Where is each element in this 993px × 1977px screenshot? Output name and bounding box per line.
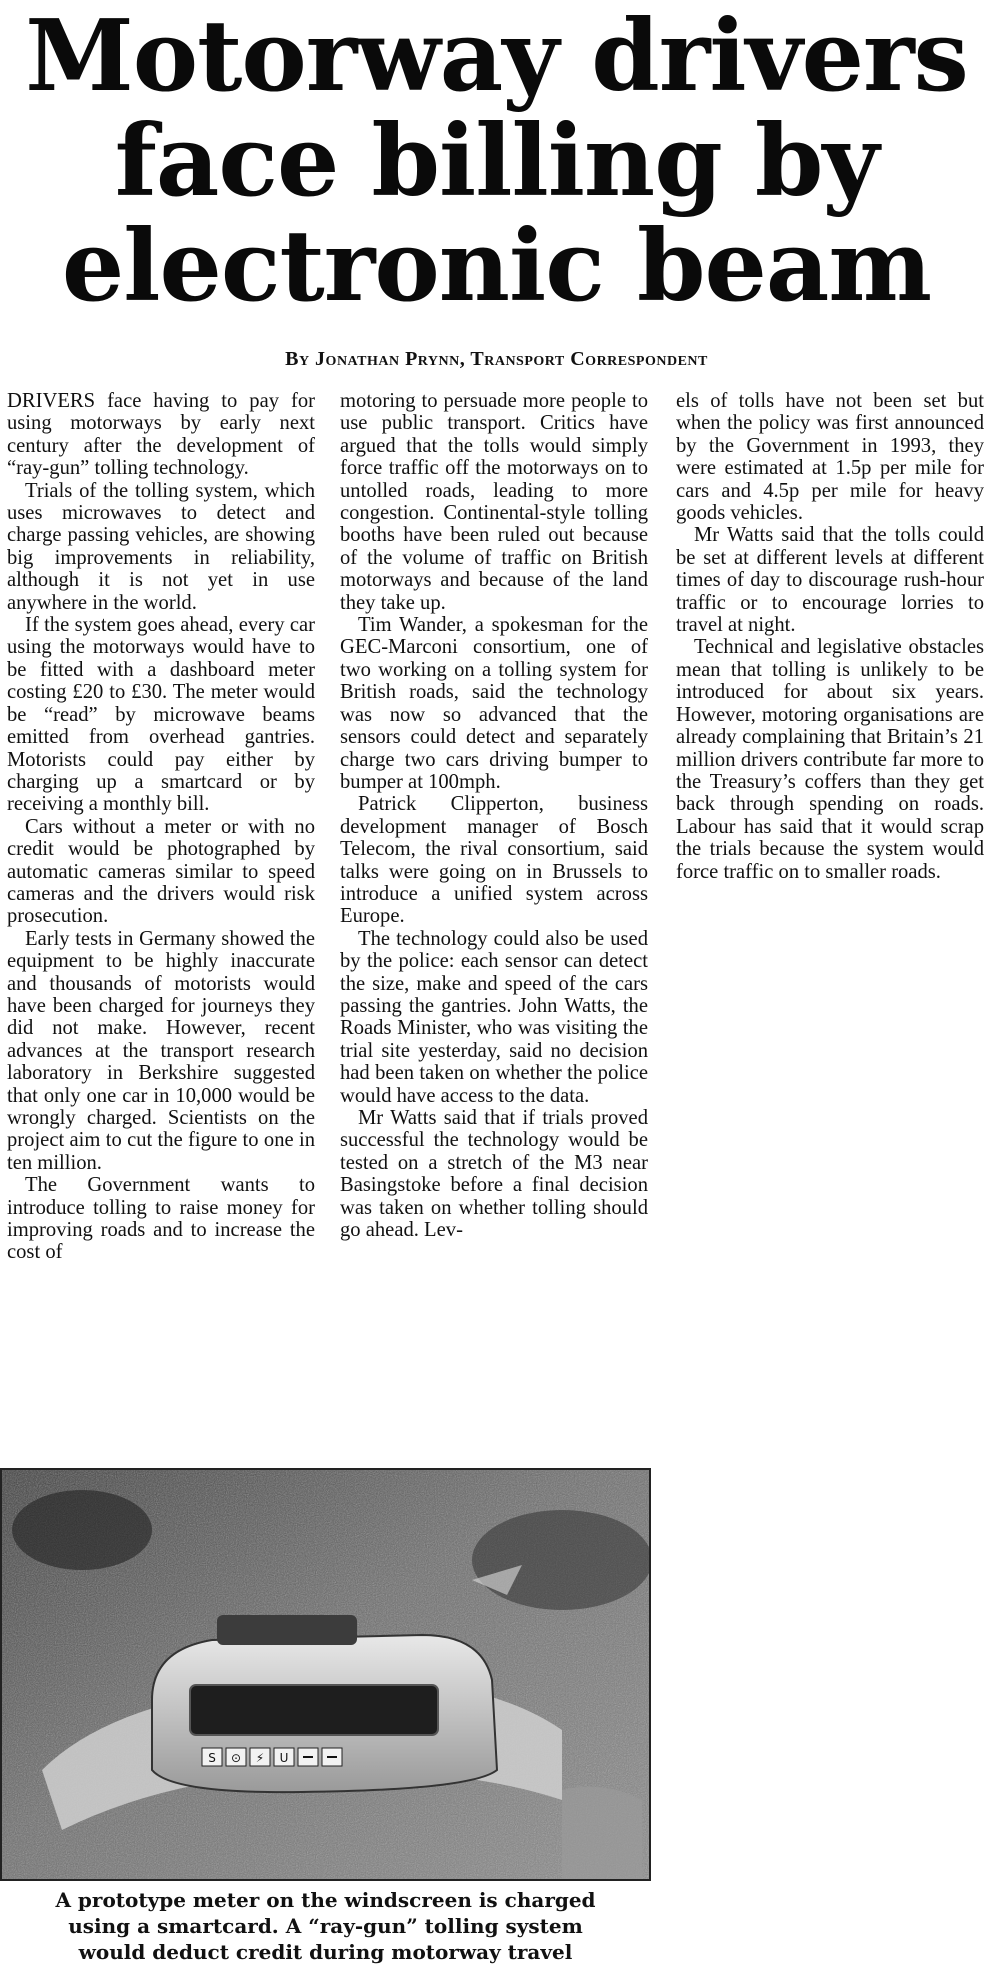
headline-line-2: face billing by: [114, 104, 879, 219]
paragraph: Trials of the tolling system, which uses microwaves to detect and charge passing vehicles, are showing big improvements in reliability, although it is not yet in use anywhere in the world.: [7, 479, 315, 614]
dark-patch: [472, 1510, 649, 1610]
paragraph: Mr Watts said that if trials proved successful the technology would be tested on a stretch of the M3 near Basingstoke before a final decision was taken on whether tolling should go ahead. Lev-: [340, 1107, 648, 1242]
paragraph: Tim Wander, a spokesman for the GEC-Marconi consortium, one of two working on a tolling system for British roads, said the technology was now so advanced that the sensors could detect and separately charge two cars driving bumper to bumper at 100mph.: [340, 614, 648, 793]
paragraph: The Government wants to introduce tolling to raise money for improving roads and to increase the cost of: [7, 1174, 315, 1264]
paragraph: The technology could also be used by the police: each sensor can detect the size, make and speed of the cars passing the gantries. John Watts, the Roads Minister, who was visiting the trial site yesterday, said no decision had been taken on whether the police would have access to the data.: [340, 927, 648, 1107]
dark-patch: [12, 1490, 152, 1570]
paragraph: Patrick Clipperton, business development manager of Bosch Telecom, the rival consortium, said talks were going on in Brussels to introduce a unified system across Europe.: [340, 793, 648, 928]
paragraph: DRIVERS face having to pay for using motorways by early next century after the development of “ray-gun” tolling technology.: [7, 390, 315, 480]
smartcard-slot: [217, 1615, 357, 1645]
headline-line-3: electronic beam: [61, 209, 932, 324]
headline-line-1: Motorway drivers: [25, 0, 968, 114]
paragraph: Cars without a meter or with no credit would be photographed by automatic cameras similar to speed cameras and the drivers would risk prosecution.: [7, 815, 315, 928]
paragraph: els of tolls have not been set but when the policy was first announced by the Government in 1993, they were estimated at 1.5p per mile for cars and 4.5p per mile for heavy goods vehicles.: [676, 390, 984, 525]
meter-display: [190, 1685, 438, 1735]
article-column-2: [340, 390, 648, 1241]
meter-button-label: ⚡: [255, 1751, 265, 1765]
caption-line-3: would deduct credit during motorway travel: [78, 1940, 573, 1964]
headline: [0, 0, 993, 330]
article-column-3: [676, 390, 984, 883]
article-column-1: [7, 390, 315, 1264]
byline: By Jonathan Prynn, Transport Correspondent: [285, 348, 708, 370]
article-photo: [0, 1468, 651, 1881]
windscreen-edge: [562, 1787, 642, 1879]
paragraph: Early tests in Germany showed the equipment to be highly inaccurate and thousands of motorists would have been charged for journeys they did not make. However, recent advances at the transport research laboratory in Berkshire suggested that only one car in 10,000 would be wrongly charged. Scientists on the project aim to cut the figure to one in ten million.: [7, 927, 315, 1174]
meter-button-label: U: [279, 1751, 289, 1765]
paragraph: If the system goes ahead, every car using the motorways would have to be fitted with a dashboard meter costing £20 to £30. The meter would be “read” by microwave beams emitted from overhead gantries. Motorists could pay either by charging up a smartcard or by receiving a monthly bill.: [7, 614, 315, 816]
photo-caption: [0, 1887, 651, 1965]
caption-line-2: using a smartcard. A “ray-gun” tolling system: [68, 1914, 583, 1938]
meter-button-label: ⊙: [230, 1751, 242, 1765]
meter-photo-illustration: [2, 1470, 649, 1879]
paragraph: motoring to persuade more people to use public transport. Critics have argued that the tolls would simply force traffic off the motorways on to untolled roads, leading to more congestion. Continental-style tolling booths have been ruled out because of the volume of traffic on British motorways and because of the land they take up.: [340, 390, 648, 614]
paragraph: Mr Watts said that the tolls could be set at different levels at different times of day to discourage rush-hour traffic or to encourage lorries to travel at night.: [676, 524, 984, 637]
caption-line-1: A prototype meter on the windscreen is charged: [55, 1888, 596, 1912]
paragraph: Technical and legislative obstacles mean that tolling is unlikely to be introduced for about six years. However, motoring organisations are already complaining that Britain’s 21 million drivers contribute far more to the Treasury’s coffers than they get back through spending on roads. Labour has said that it would scrap the trials because the system would force traffic on to smaller roads.: [676, 636, 984, 883]
meter-button-label: S: [208, 1751, 216, 1765]
